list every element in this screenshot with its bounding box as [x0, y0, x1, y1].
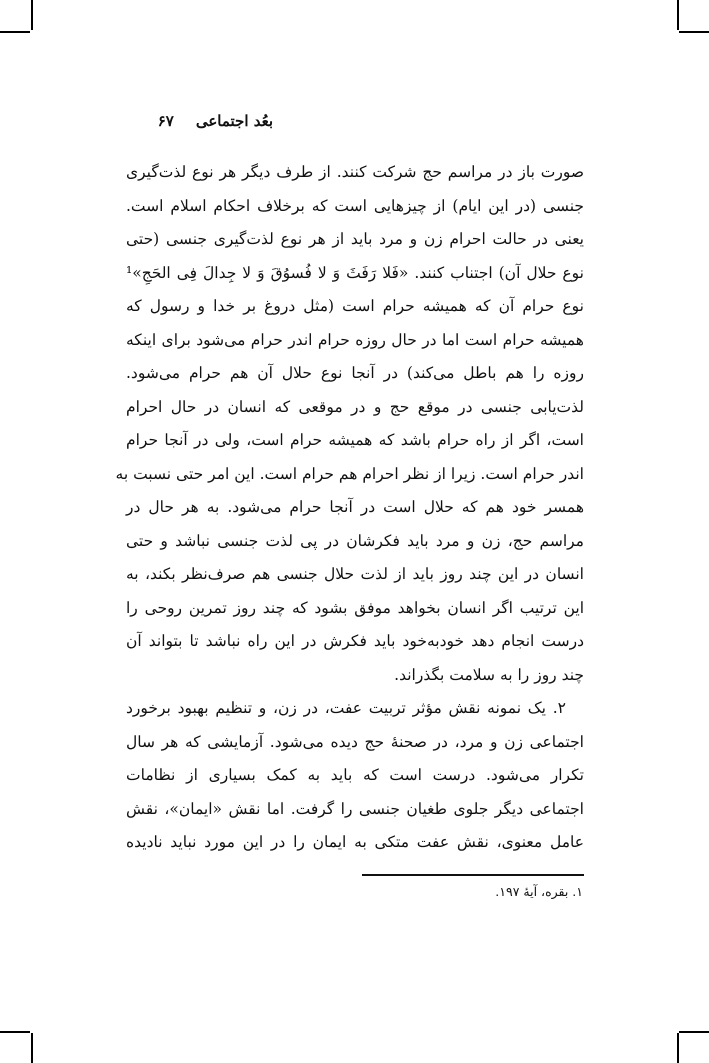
text-line: همیشه حرام است اما در حال روزه حرام اندر حرام می‌شود برای اینکه	[126, 330, 584, 349]
text-line: لذت‌یابی جنسی در موقع حج و در موقعی که انسان در حال احرام	[126, 397, 584, 416]
text-line: درست انجام دهد خودبه‌خود باید فکرش در این راه نباشد تا بتواند آن	[126, 632, 584, 650]
footnote-divider	[362, 874, 584, 876]
text-line: صورت باز در مراسم حج شرکت کنند. از طرف دیگر هر نوع لذت‌گیری	[126, 163, 584, 181]
running-title: بعُد اجتماعی	[195, 112, 273, 130]
running-header	[158, 112, 273, 130]
text-line: جنسی (در این ایام) از چیزهایی است که برخلاف احکام اسلام است.	[126, 196, 584, 215]
crop-mark	[31, 0, 33, 30]
text-line: همسر خود هم که حلال است در آنجا حرام می‌شود. به هر حال در	[126, 498, 584, 516]
text-line: تکرار می‌شود. درست است که باید به کمک بسیاری از نظامات	[126, 766, 584, 784]
text-line: اجتماعی زن و مرد، در صحنهٔ حج دیده می‌شود. آزمایشی که هر سال	[126, 732, 584, 751]
text-line: انسان در این چند روز باید از لذت حلال جنسی هم صرف‌نظر بکند، به	[126, 565, 584, 583]
text-line: است، اگر از راه حرام باشد که همیشه حرام است، ولی در آنجا حرام	[126, 431, 584, 449]
crop-mark	[31, 1033, 33, 1063]
text-line: اجتماعی دیگر جلوی طغیان جنسی را گرفت. اما نقش «ایمان»، نقش	[126, 799, 584, 818]
text-line: چند روز را به سلامت بگذراند.	[394, 665, 584, 684]
text-line: نوع حرام آن که همیشه حرام است (مثل دروغ بر خدا و رسول که	[126, 297, 584, 315]
crop-mark	[677, 0, 679, 30]
text-line: عامل معنوی، نقش عفت متکی به ایمان را در این مورد نباید نادیده	[126, 833, 584, 851]
page-number: ۶۷	[157, 112, 174, 130]
text-line: مراسم حج، زن و مرد باید فکرشان در پی لذت جنسی نباشد و حتی	[126, 531, 584, 550]
text-line: اندر حرام است. زیرا از نظر احرام هم حرام است. این امر حتی نسبت به	[115, 464, 584, 483]
text-line: این ترتیب اگر انسان بخواهد موفق بشود که چند روز تمرین روحی را	[126, 598, 584, 617]
text-line: روزه را هم باطل می‌کند) در آنجا نوع حلال آن هم حرام می‌شود.	[126, 364, 584, 382]
crop-mark	[679, 31, 709, 33]
body-text	[115, 156, 584, 860]
crop-mark	[0, 31, 30, 33]
footnote: ۱. بقره، آیهٔ ۱۹۷.	[495, 884, 583, 899]
crop-mark	[677, 1033, 679, 1063]
text-line: ۲. یک نمونه نقش مؤثر تربیت عفت، در زن، و تنظیم بهبود برخورد	[126, 699, 566, 717]
crop-mark	[0, 1031, 30, 1033]
crop-mark	[679, 1031, 709, 1033]
text-line: نوع حلال آن) اجتناب کنند. «فَلا رَفَثَ وَ لا فُسوُقَ وَ لا جِدالَ فِی الحَجِ»¹	[126, 263, 584, 282]
text-line: یعنی در حالت احرام زن و مرد باید از هر نوع لذت‌گیری جنسی (حتی	[126, 230, 584, 248]
